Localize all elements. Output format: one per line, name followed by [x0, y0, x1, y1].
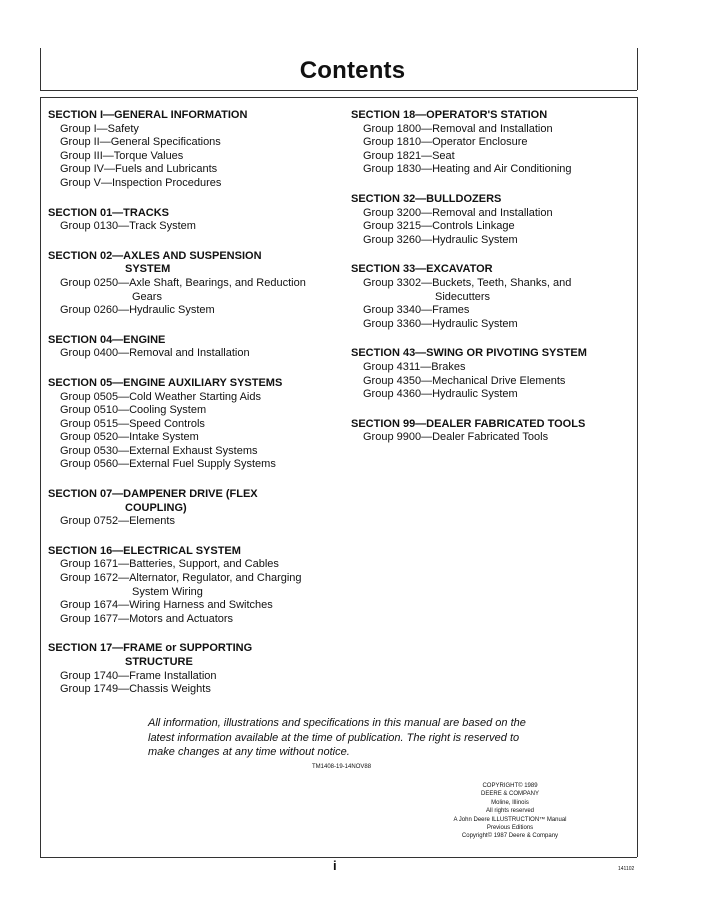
group-entry-line: Group 0515—Speed Controls [60, 417, 205, 430]
section-spacer [48, 318, 338, 334]
group-entry-line: Group 1800—Removal and Installation [363, 122, 553, 135]
section-heading-line: SECTION 99—DEALER FABRICATED TOOLS [351, 417, 586, 430]
group-entry-line: Group 3340—Frames [363, 304, 470, 317]
group-entry [351, 150, 631, 164]
group-entry [48, 572, 338, 599]
disclaimer-line: make changes at any time without notice. [148, 746, 350, 758]
group-entry-line: Group III—Torque Values [60, 149, 184, 162]
box-right-rule [637, 97, 638, 857]
section-heading-line: COUPLING) [125, 501, 187, 514]
box-top-rule [40, 97, 637, 98]
group-entry [48, 670, 338, 684]
group-entry [351, 375, 631, 389]
group-entry [48, 177, 338, 191]
group-entry-line: Group 3260—Hydraulic System [363, 233, 518, 246]
group-entry [351, 123, 631, 137]
group-entry-line: Group 3360—Hydraulic System [363, 317, 518, 330]
section-heading-line: SECTION 01—TRACKS [48, 206, 170, 219]
section-heading [48, 545, 338, 559]
group-entry-line: Group II—General Specifications [60, 136, 221, 149]
group-entry [351, 388, 631, 402]
section-heading-line: SECTION 18—OPERATOR'S STATION [351, 109, 548, 121]
contents-right-column [351, 109, 631, 445]
copyright-line: A John Deere ILLUSTRUCTION™ Manual [453, 816, 567, 823]
section-spacer [351, 247, 631, 263]
section-spacer [48, 529, 338, 545]
group-entry-line: Group 3200—Removal and Installation [363, 206, 553, 219]
copyright-line: Previous Editions [486, 825, 534, 832]
section-spacer [351, 177, 631, 193]
group-entry-line: Group 0505—Cold Weather Starting Aids [60, 390, 261, 403]
group-entry [48, 163, 338, 177]
section-heading [48, 488, 338, 515]
section-heading-line: SECTION 07—DAMPENER DRIVE (FLEX [48, 488, 258, 501]
group-entry [48, 683, 338, 697]
copyright-line: All rights reserved [485, 808, 535, 815]
group-entry [48, 613, 338, 627]
figure-code: 141102 [618, 866, 635, 872]
group-entry [48, 418, 338, 432]
section-heading-line: SECTION 02—AXLES AND SUSPENSION [48, 249, 262, 262]
group-entry-line: Group 0260—Hydraulic System [60, 304, 215, 317]
section-heading-line: SECTION 17—FRAME or SUPPORTING [48, 642, 253, 655]
group-entry-line: Group 1674—Wiring Harness and Switches [60, 599, 273, 612]
section-spacer [351, 402, 631, 418]
group-entry-line: Group IV—Fuels and Lubricants [60, 163, 218, 176]
copyright-line: COPYRIGHT© 1989 [482, 783, 538, 789]
group-entry [48, 220, 338, 234]
section-heading [48, 642, 338, 669]
group-entry [48, 150, 338, 164]
section-heading [48, 109, 338, 123]
section-heading-line: SECTION 05—ENGINE AUXILIARY SYSTEMS [48, 376, 283, 389]
group-entry-line: Group 1810—Operator Enclosure [363, 136, 528, 149]
contents-left-column [48, 109, 338, 697]
group-entry [48, 515, 338, 529]
group-entry-line: Group 0520—Intake System [60, 431, 199, 444]
group-entry [48, 136, 338, 150]
section-heading [351, 263, 631, 277]
group-entry-line: Group 4311—Brakes [363, 360, 466, 373]
disclaimer-text [148, 716, 578, 760]
section-heading-line: STRUCTURE [125, 656, 193, 668]
section-heading-line: SECTION 04—ENGINE [48, 333, 166, 346]
section-heading [48, 207, 338, 221]
section-heading-line: SECTION 43—SWING OR PIVOTING SYSTEM [351, 347, 587, 360]
group-entry-line: Group 3302—Buckets, Teeth, Shanks, and [363, 276, 572, 289]
page-title: Contents [299, 57, 406, 84]
group-entry [48, 347, 338, 361]
group-entry [351, 136, 631, 150]
group-entry [48, 304, 338, 318]
group-entry-line: Group 1749—Chassis Weights [60, 683, 211, 696]
copyright-line: Moline, Illinois [491, 799, 529, 806]
reference-code: TM1408-19-14NOV88 [312, 764, 372, 770]
group-entry-line: Group 1740—Frame Installation [60, 669, 217, 682]
box-left-rule [40, 97, 41, 857]
group-entry [351, 277, 631, 304]
group-entry [351, 207, 631, 221]
page-number: i [333, 858, 337, 873]
section-spacer [48, 191, 338, 207]
group-entry [351, 220, 631, 234]
group-entry-line: Group 0560—External Fuel Supply Systems [60, 458, 276, 471]
group-entry-line: Group 0510—Cooling System [60, 404, 207, 417]
group-entry-line: System Wiring [132, 585, 203, 598]
group-entry [351, 361, 631, 375]
group-entry-line: Group 1671—Batteries, Support, and Cables [60, 558, 279, 571]
section-spacer [48, 626, 338, 642]
group-entry-line: Group 4350—Mechanical Drive Elements [363, 374, 566, 387]
group-entry-line: Group 1677—Motors and Actuators [60, 612, 234, 625]
group-entry [351, 234, 631, 248]
section-spacer [351, 331, 631, 347]
section-spacer [48, 361, 338, 377]
group-entry-line: Group 4360—Hydraulic System [363, 388, 518, 401]
copyright-line: DEERE & COMPANY [481, 791, 539, 798]
section-heading [48, 250, 338, 277]
section-heading-line: SECTION 32—BULLDOZERS [351, 192, 502, 205]
title-underline [40, 90, 637, 91]
section-heading-line: SECTION I—GENERAL INFORMATION [48, 109, 248, 121]
copyright-line: Copyright© 1987 Deere & Company [461, 833, 559, 840]
section-spacer [48, 234, 338, 250]
group-entry [48, 123, 338, 137]
group-entry [48, 558, 338, 572]
copyright-notice [405, 782, 615, 841]
group-entry [48, 458, 338, 472]
group-entry-line: Group I—Safety [60, 122, 139, 135]
group-entry [48, 599, 338, 613]
section-heading-line: SECTION 33—EXCAVATOR [351, 263, 493, 276]
group-entry [48, 431, 338, 445]
group-entry [351, 431, 631, 445]
group-entry-line: Group 0752—Elements [60, 515, 175, 528]
group-entry-line: Sidecutters [435, 290, 491, 303]
group-entry-line: Group 0400—Removal and Installation [60, 347, 250, 360]
group-entry-line: Group 1672—Alternator, Regulator, and Charging [60, 572, 302, 585]
group-entry [351, 318, 631, 332]
group-entry-line: Group 0130—Track System [60, 220, 196, 233]
group-entry-line: Group V—Inspection Procedures [60, 176, 222, 189]
box-bottom-rule [40, 857, 637, 858]
group-entry-line: Group 1830—Heating and Air Conditioning [363, 163, 572, 176]
disclaimer-line: All information, illustrations and specifications in this manual are based on the [148, 717, 526, 729]
section-heading-line: SECTION 16—ELECTRICAL SYSTEM [48, 544, 241, 557]
group-entry [48, 404, 338, 418]
group-entry-line: Gears [132, 290, 162, 303]
group-entry [351, 304, 631, 318]
group-entry-line: Group 0530—External Exhaust Systems [60, 444, 258, 457]
disclaimer-line: latest information available at the time of publication. The right is reserved to [148, 731, 520, 744]
section-heading [48, 334, 338, 348]
group-entry-line: Group 3215—Controls Linkage [363, 220, 515, 233]
section-heading [351, 193, 631, 207]
group-entry-line: Group 0250—Axle Shaft, Bearings, and Reduction [60, 276, 306, 289]
group-entry [351, 163, 631, 177]
group-entry-line: Group 1821—Seat [363, 149, 455, 162]
section-heading-line: SYSTEM [125, 263, 171, 276]
section-heading [351, 109, 631, 123]
section-spacer [48, 472, 338, 488]
group-entry-line: Group 9900—Dealer Fabricated Tools [363, 431, 549, 444]
group-entry [48, 445, 338, 459]
group-entry [48, 277, 338, 304]
section-heading [351, 347, 631, 361]
section-heading [48, 377, 338, 391]
section-heading [351, 418, 631, 432]
group-entry [48, 391, 338, 405]
